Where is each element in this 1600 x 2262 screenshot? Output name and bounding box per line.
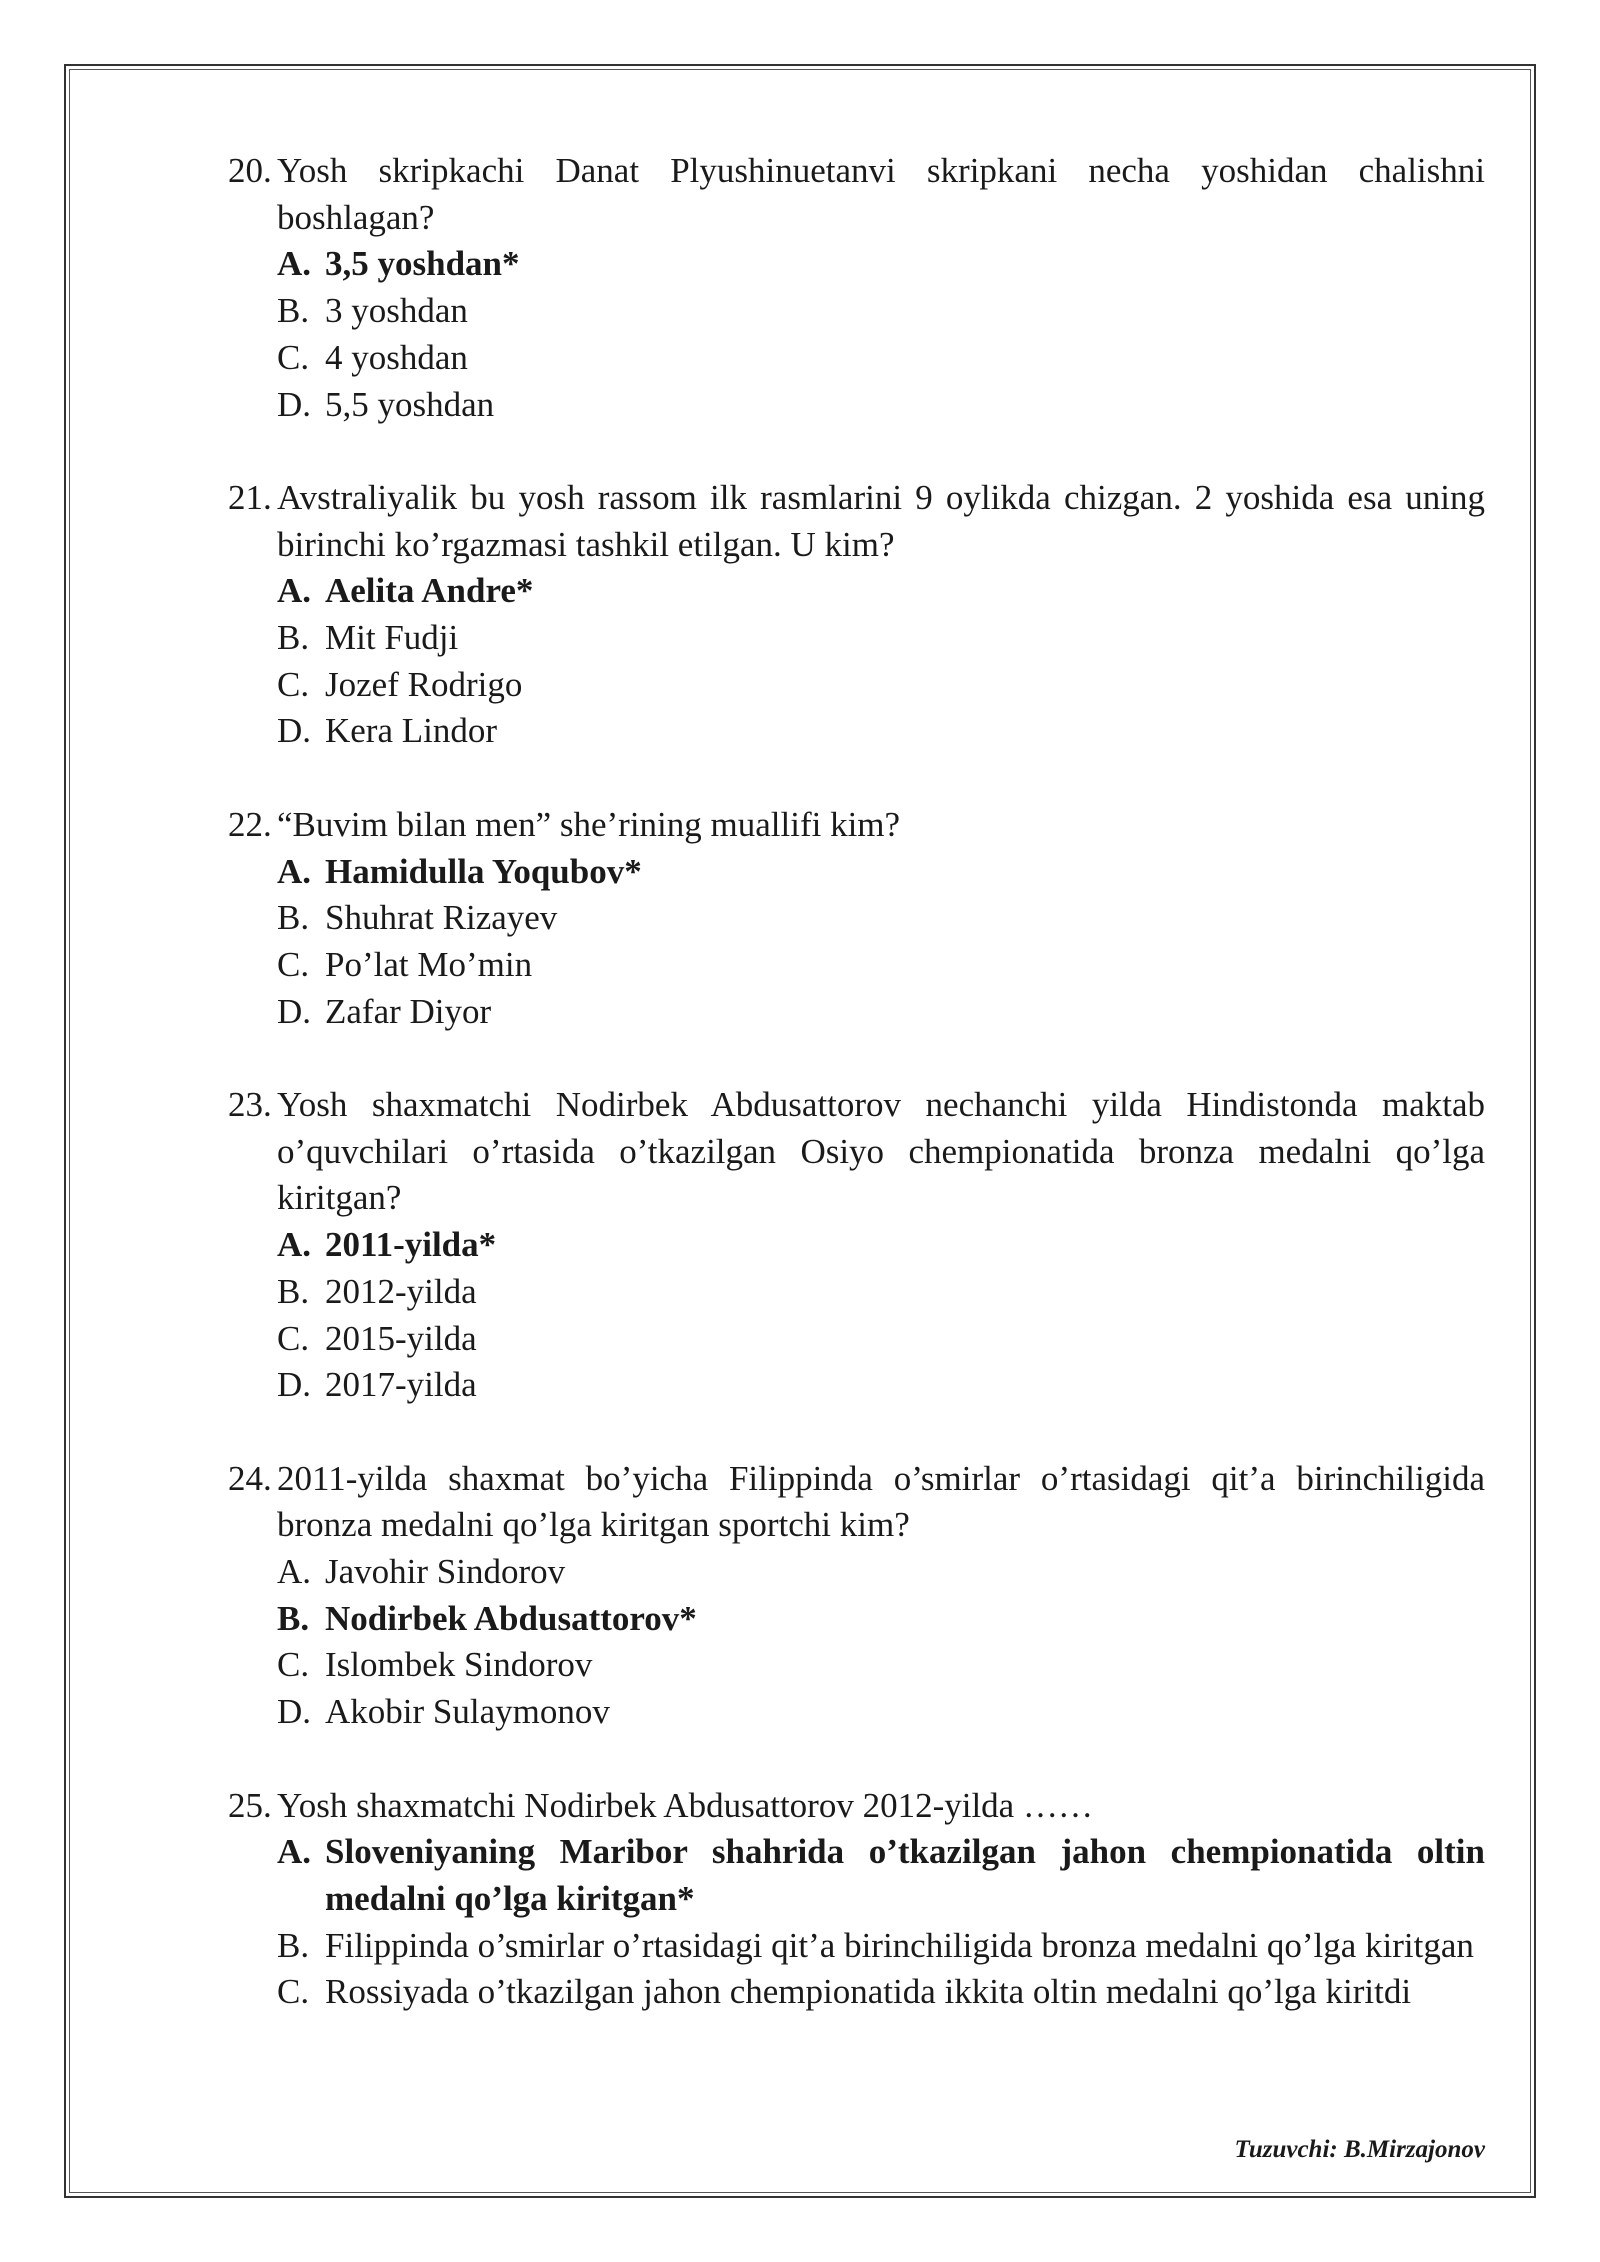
option-text: 4 yoshdan xyxy=(325,337,468,377)
answer-option xyxy=(228,708,1485,755)
option-text: 3,5 yoshdan* xyxy=(325,244,520,284)
answer-option xyxy=(228,1923,1485,1970)
question-text: 2011-yilda shaxmat bo’yicha Filippinda o’smirlar o’rtasidagi qit’a birinchiligida bronza medalni qo’lga kiritgan sportchi kim? xyxy=(277,1458,1485,1545)
question-number: 20. xyxy=(228,151,272,190)
option-letter: C. xyxy=(277,1318,310,1358)
question-number: 24. xyxy=(228,1458,272,1498)
option-text: 2015-yilda xyxy=(325,1318,477,1358)
question-23 xyxy=(228,1082,1485,1409)
option-letter: A. xyxy=(277,1225,312,1265)
question-text: “Buvim bilan men” she’rining muallifi kim? xyxy=(277,804,901,844)
answer-option-correct xyxy=(228,1829,1485,1922)
option-letter: D. xyxy=(277,1692,312,1732)
answer-option xyxy=(228,1642,1485,1689)
option-text: Hamidulla Yoqubov* xyxy=(325,851,642,891)
answer-option-correct xyxy=(228,568,1485,615)
question-stem xyxy=(228,475,1485,568)
question-22 xyxy=(228,802,1485,1036)
option-text: 2017-yilda xyxy=(325,1365,477,1405)
option-text: Filippinda o’smirlar o’rtasidagi qit’a birinchiligida bronza medalni qo’lga kiritgan xyxy=(325,1925,1474,1965)
question-stem xyxy=(228,1456,1485,1549)
answer-option xyxy=(228,989,1485,1036)
option-letter: B. xyxy=(277,1271,310,1311)
question-25 xyxy=(228,1783,1485,2017)
answer-option xyxy=(228,942,1485,989)
question-stem xyxy=(228,1783,1485,1830)
option-text: Akobir Sulaymonov xyxy=(325,1692,610,1732)
answer-option xyxy=(228,1362,1485,1409)
question-text: Avstraliyalik bu yosh rassom ilk rasmlarini 9 oylikda chizgan. 2 yoshida esa uning birinchi ko’rgazmasi tashkil etilgan. U kim? xyxy=(277,477,1485,564)
answer-option-correct xyxy=(228,849,1485,896)
option-text: Po’lat Mo’min xyxy=(325,944,533,984)
answer-option xyxy=(228,1969,1485,2016)
option-text: Zafar Diyor xyxy=(325,991,492,1031)
option-letter: D. xyxy=(277,1365,312,1405)
answer-option xyxy=(228,1549,1485,1596)
option-text: 3 yoshdan xyxy=(325,291,468,331)
option-letter: D. xyxy=(277,384,312,424)
answer-option xyxy=(228,1689,1485,1736)
option-letter: B. xyxy=(277,291,310,331)
option-text: Aelita Andre* xyxy=(325,571,534,611)
question-stem xyxy=(228,148,1485,241)
question-text: Yosh shaxmatchi Nodirbek Abdusattorov nechanchi yilda Hindistonda maktab o’quvchilari o’rtasida o’tkazilgan Osiyo chempionatida bronza medalni qo’lga kiritgan? xyxy=(277,1085,1485,1218)
question-text: Yosh skripkachi Danat Plyushinuetanvi skripkani necha yoshidan chalishni boshlagan? xyxy=(277,151,1485,237)
answer-option xyxy=(228,288,1485,335)
option-letter: B. xyxy=(277,618,310,658)
answer-option-correct xyxy=(228,1596,1485,1643)
answer-option xyxy=(228,662,1485,709)
question-stem xyxy=(228,802,1485,849)
question-stem xyxy=(228,1082,1485,1222)
option-letter: C. xyxy=(277,1972,310,2012)
option-text: Nodirbek Abdusattorov* xyxy=(325,1598,697,1638)
option-text: Shuhrat Rizayev xyxy=(325,898,558,938)
question-20 xyxy=(228,148,1485,428)
answer-option xyxy=(228,1316,1485,1363)
option-letter: A. xyxy=(277,1832,312,1872)
question-number: 21. xyxy=(228,477,272,517)
question-21 xyxy=(228,475,1485,755)
question-list xyxy=(228,148,1485,2063)
option-letter: D. xyxy=(277,711,312,751)
answer-option xyxy=(228,335,1485,382)
option-text: Mit Fudji xyxy=(325,618,459,658)
question-number: 25. xyxy=(228,1785,272,1825)
question-number: 23. xyxy=(228,1085,272,1125)
option-text: Javohir Sindorov xyxy=(325,1552,566,1592)
option-letter: A. xyxy=(277,851,312,891)
option-letter: A. xyxy=(277,571,312,611)
option-text: Jozef Rodrigo xyxy=(325,664,523,704)
option-text: Kera Lindor xyxy=(325,711,498,751)
option-text: Islombek Sindorov xyxy=(325,1645,593,1685)
answer-option xyxy=(228,382,1485,429)
question-number: 22. xyxy=(228,804,272,844)
option-letter: C. xyxy=(277,664,310,704)
answer-option-correct xyxy=(228,1222,1485,1269)
option-text: 2012-yilda xyxy=(325,1271,477,1311)
option-letter: A. xyxy=(277,1552,312,1592)
option-letter: A. xyxy=(277,244,312,284)
option-letter: D. xyxy=(277,991,312,1031)
option-text: Sloveniyaning Maribor shahrida o’tkazilgan jahon chempionatida oltin medalni qo’lga kiritgan* xyxy=(325,1832,1485,1918)
option-letter: C. xyxy=(277,337,310,377)
answer-option xyxy=(228,615,1485,662)
answer-option xyxy=(228,895,1485,942)
option-letter: C. xyxy=(277,944,310,984)
option-letter: C. xyxy=(277,1645,310,1685)
option-text: 5,5 yoshdan xyxy=(325,384,495,424)
question-24 xyxy=(228,1456,1485,1736)
question-text: Yosh shaxmatchi Nodirbek Abdusattorov 2012-yilda …… xyxy=(277,1785,1093,1825)
option-letter: B. xyxy=(277,1925,310,1965)
option-text: 2011-yilda* xyxy=(325,1225,497,1265)
option-text: Rossiyada o’tkazilgan jahon chempionatida ikkita oltin medalni qo’lga kiritdi xyxy=(325,1972,1412,2012)
answer-option xyxy=(228,1269,1485,1316)
option-letter: B. xyxy=(277,898,310,938)
option-letter: B. xyxy=(277,1598,310,1638)
answer-option-correct xyxy=(228,241,1485,288)
author-credit: Tuzuvchi: B.Mirzajonov xyxy=(1234,2136,1485,2163)
